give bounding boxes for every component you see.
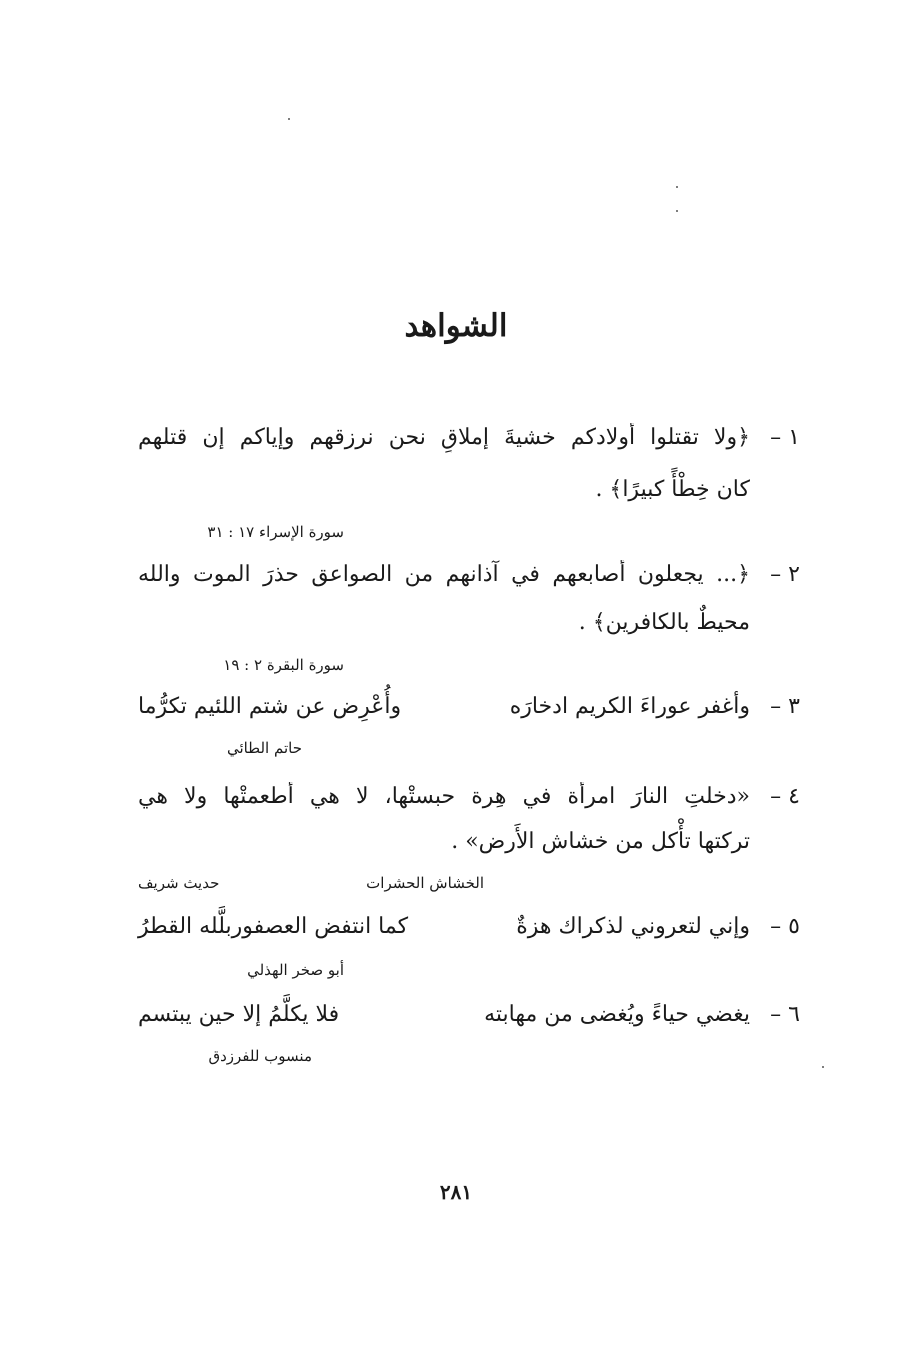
entry-2-line-1: ﴿... يجعلون أصابعهم في آذانهم من الصواعق حذرَ الموت والله bbox=[138, 562, 750, 587]
entry-2-number: ٢ – bbox=[770, 562, 800, 587]
entry-2-line-2: محيطٌ بالكافرين﴾ . bbox=[578, 610, 750, 635]
entry-5-hemistich-1: وإني لتعروني لذكراك هزةٌ bbox=[516, 914, 750, 939]
entry-1-line-2: كان خِطْأً كبيرًا﴾ . bbox=[595, 477, 750, 502]
entry-6-number: ٦ – bbox=[770, 1002, 800, 1027]
entry-3-hemistich-1: وأغفر عوراءَ الكريم ادخارَه bbox=[509, 694, 750, 719]
scan-speck bbox=[822, 1066, 824, 1068]
entry-4-source: حديث شريف bbox=[138, 874, 220, 892]
entry-6-hemistich-1: يغضي حياءً ويُغضى من مهابته bbox=[484, 1002, 750, 1027]
entry-4-gloss: الخشاش الحشرات bbox=[366, 874, 484, 892]
entry-5-number: ٥ – bbox=[770, 914, 800, 939]
scan-speck bbox=[676, 186, 678, 188]
entry-4-line-1: «دخلتِ النارَ امرأة في هِرة حبستْها، لا هي أطعمتْها ولا هي bbox=[138, 784, 750, 809]
entry-3-number: ٣ – bbox=[770, 694, 800, 719]
entry-4-number: ٤ – bbox=[770, 784, 800, 809]
entry-3-source: حاتم الطائي bbox=[226, 739, 302, 757]
entry-5-source: أبو صخر الهذلي bbox=[247, 961, 344, 979]
scan-speck bbox=[676, 210, 678, 212]
entry-2-source: سورة البقرة ٢ : ١٩ bbox=[223, 656, 344, 674]
entry-3-hemistich-2: وأُعْرِض عن شتم اللئيم تكرُّما bbox=[138, 694, 402, 719]
entry-6-source: منسوب للفرزدق bbox=[208, 1047, 312, 1065]
scan-speck bbox=[288, 118, 290, 120]
entry-5-hemistich-2: كما انتفض العصفوربلَّله القطرُ bbox=[138, 914, 409, 939]
page-number: ٢٨١ bbox=[439, 1180, 473, 1204]
entry-1-number: ١ – bbox=[770, 425, 800, 450]
entry-4-line-2: تركتها تأْكل من خشاش الأَرض» . bbox=[451, 829, 750, 854]
entry-1-line-1: ﴿ولا تقتلوا أولادكم خشيةَ إملاقٍ نحن نرزقهم وإياكم إن قتلهم bbox=[138, 425, 750, 450]
page-title: الشواهد bbox=[404, 308, 508, 344]
entry-1-source: سورة الإسراء ١٧ : ٣١ bbox=[207, 523, 344, 541]
entry-6-hemistich-2: فلا يكلَّمُ إلا حين يبتسم bbox=[138, 1002, 340, 1027]
